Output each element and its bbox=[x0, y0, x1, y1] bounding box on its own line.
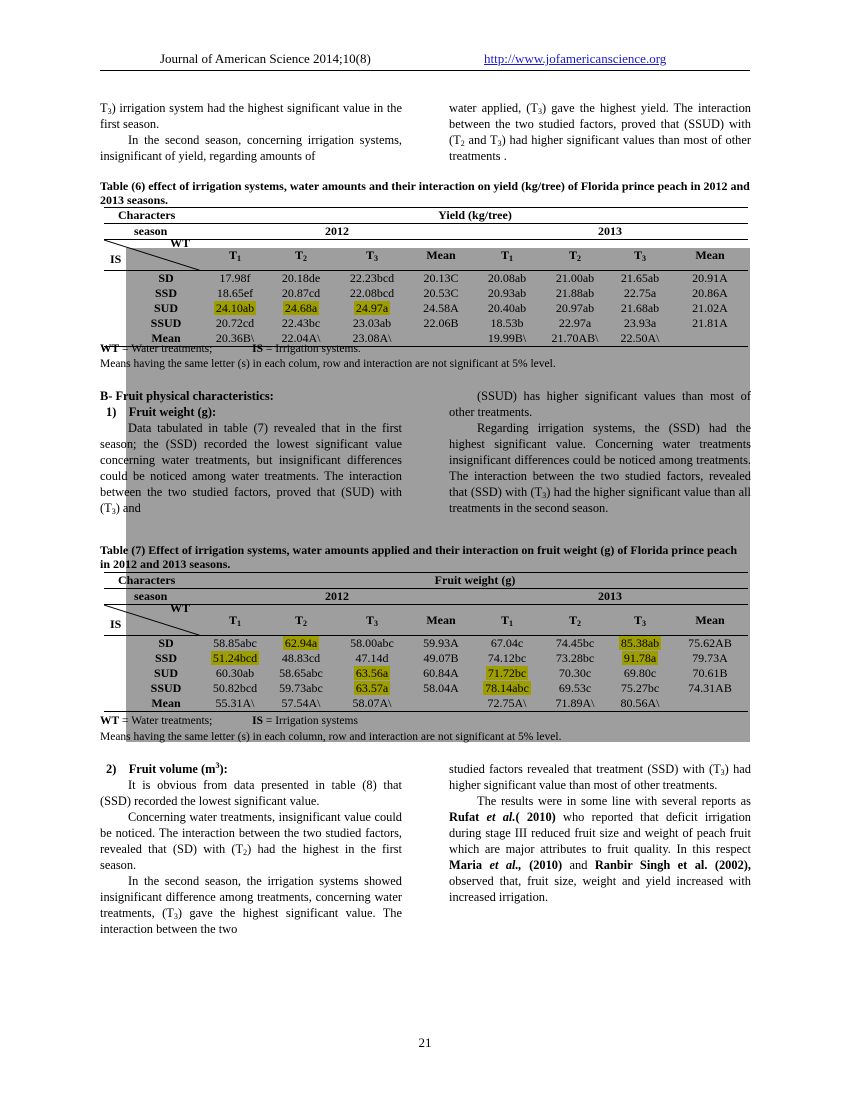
table-cell: 74.45bc bbox=[555, 636, 595, 650]
table-cell: 20.40ab bbox=[487, 301, 527, 315]
table-cell: 74.31AB bbox=[688, 681, 732, 695]
fruit-volume-subheading bbox=[100, 761, 402, 777]
bold-run: Maria bbox=[449, 858, 490, 872]
table-cell: 70.30c bbox=[558, 666, 592, 680]
subscript: 3 bbox=[173, 912, 178, 921]
table-cell: 20.18de bbox=[281, 271, 321, 285]
subscript: 3 bbox=[374, 618, 378, 628]
table-cell: 19.99B\ bbox=[472, 331, 542, 347]
is-abbr: IS bbox=[252, 343, 263, 355]
wt-definition: = Water treatments; bbox=[119, 343, 213, 355]
table-cell: 58.85abc bbox=[213, 636, 257, 650]
column-header: Mean bbox=[672, 240, 748, 271]
row-label: SUD bbox=[153, 301, 178, 315]
table-cell: 49.07B bbox=[423, 651, 459, 665]
row-label: SSUD bbox=[150, 316, 182, 330]
column-header: Mean bbox=[410, 605, 472, 636]
table-cell: 22.75a bbox=[623, 286, 657, 300]
table-cell: 69.53c bbox=[558, 681, 592, 695]
table-cell: 60.84A bbox=[423, 666, 459, 680]
header-rule bbox=[100, 70, 750, 71]
highlighted-value: 71.72bc bbox=[487, 666, 527, 680]
column-header: $T_3$ bbox=[608, 605, 672, 636]
season-label: season bbox=[104, 224, 202, 240]
bold-run: Ranbir Singh et al. (2002), bbox=[594, 858, 751, 872]
highlighted-value: 24.10ab bbox=[215, 301, 255, 315]
table-cell: 22.06B bbox=[423, 316, 459, 330]
table-cell: 22.23bcd bbox=[349, 271, 395, 285]
table-cell: 58.65abc bbox=[279, 666, 323, 680]
column-header: Mean bbox=[410, 240, 472, 271]
table-cell: 20.86A bbox=[692, 286, 728, 300]
table-cell: 22.04A\ bbox=[268, 331, 334, 347]
table-cell: 20.13C bbox=[423, 271, 459, 285]
table7-caption: Table (7) Effect of irrigation systems, water amounts applied and their interaction on fruit weight (g) of Florida prince peach in 2012 and 2013 seasons. bbox=[100, 543, 738, 571]
subscript: 3 bbox=[720, 768, 725, 777]
wt-definition: = Water treatments; bbox=[119, 715, 213, 727]
table-cell: 57.54A\ bbox=[268, 696, 334, 712]
table-row bbox=[104, 636, 748, 652]
table-cell: 20.97ab bbox=[555, 301, 595, 315]
intro-left-paragraph-2: In the second season, concerning irrigation systems, insignificant of yield, regarding amounts of bbox=[100, 133, 402, 163]
highlighted-value: 51.24bcd bbox=[212, 651, 258, 665]
fruit-volume-right-paragraph-2: The results were in some line with several reports as Rufat et al.( 2010) who reported that deficit irrigation during stage III reduced fruit size and weight of peach fruit which are major attributes to fruit quality. In this respect Maria et al., (2010) and Ranbir Singh et al. (2002), observed that, fruit size, weight and yield increased with increased irrigation. bbox=[449, 794, 751, 904]
table7-note-1 bbox=[100, 714, 750, 729]
fruit-weight-right-paragraph-2: Regarding irrigation systems, the (SSD) had the highest significant value. Concerning water treatments insignificant differences could be noticed among treatments. The interaction between the two studied factors, revealed that (SSD) with $(T_3)$ had the higher significant value than all treatments in the second season. bbox=[449, 421, 751, 515]
table-cell bbox=[608, 636, 672, 652]
row-label: Mean bbox=[104, 696, 202, 712]
column-header: Mean bbox=[672, 605, 748, 636]
subscript: 1 bbox=[509, 618, 513, 628]
table-cell bbox=[334, 301, 410, 316]
measure-label: Fruit weight (g) bbox=[202, 573, 748, 589]
row-label: Mean bbox=[104, 331, 202, 347]
characters-label: Characters bbox=[104, 573, 202, 589]
table7 bbox=[104, 572, 748, 712]
table-cell: 21.70AB\ bbox=[542, 331, 608, 347]
fruit-volume-left-paragraph-1: It is obvious from data presented in table (8) that (SSD) recorded the lowest significant value. bbox=[100, 778, 402, 808]
column-header-row bbox=[104, 605, 748, 636]
table6-note-2: Means having the same letter (s) in each colum, row and interaction are not significant at 5% level. bbox=[100, 358, 556, 370]
fruit-volume-right-paragraph-1: studied factors revealed that treatment (SSD) with $(T_3)$ had higher significant value than most of other treatments. bbox=[449, 762, 751, 792]
row-label: SSUD bbox=[150, 681, 182, 695]
subscript: 3 bbox=[642, 253, 646, 263]
highlighted-value: 78.14abc bbox=[485, 681, 529, 695]
table-row bbox=[104, 316, 748, 331]
highlighted-value: 85.38ab bbox=[620, 636, 660, 650]
subscript: 3 bbox=[538, 107, 542, 116]
highlighted-value: 91.78a bbox=[623, 651, 657, 665]
table-cell: 22.08bcd bbox=[349, 286, 395, 300]
subscript: 1 bbox=[509, 253, 513, 263]
column-header: $T_1$ bbox=[202, 240, 268, 271]
intro-right-column bbox=[449, 100, 751, 164]
highlighted-value: 63.56a bbox=[355, 666, 389, 680]
table-cell: 58.04A bbox=[423, 681, 459, 695]
section-b-left-column bbox=[100, 388, 402, 516]
wt-is-corner bbox=[104, 601, 202, 636]
table-row bbox=[104, 651, 748, 666]
subscript: 2 bbox=[577, 618, 581, 628]
table-row bbox=[104, 696, 748, 712]
wt-abbr: WT bbox=[100, 715, 120, 727]
highlighted-value: 63.57a bbox=[355, 681, 389, 695]
table-cell: 17.98f bbox=[219, 271, 251, 285]
subscript: 3 bbox=[542, 491, 547, 500]
table-cell bbox=[672, 696, 748, 712]
highlighted-value: 62.94a bbox=[284, 636, 318, 650]
column-header: $T_1$ bbox=[202, 605, 268, 636]
subscript: 3 bbox=[374, 253, 378, 263]
row-label: SUD bbox=[153, 666, 178, 680]
fruit-volume-left-paragraph-3: In the second season, the irrigation systems showed insignificant difference among treatments, concerning water treatments, $(T_3)$ gave the highest significant value. The interaction between the two bbox=[100, 874, 402, 936]
table-cell: 23.08A\ bbox=[334, 331, 410, 347]
table6-caption: Table (6) effect of irrigation systems, water amounts and their interaction on yield (kg/tree) of Florida prince peach in 2012 and 2013 seasons. bbox=[100, 179, 750, 207]
table-cell: 18.65ef bbox=[216, 286, 254, 300]
table-row bbox=[104, 681, 748, 696]
subscript: 3 bbox=[111, 507, 116, 516]
table-cell: 74.12bc bbox=[487, 651, 527, 665]
year-2013: 2013 bbox=[472, 224, 748, 240]
table-cell: 80.56A\ bbox=[608, 696, 672, 712]
table-cell: 21.81A bbox=[692, 316, 728, 330]
subscript: 2 bbox=[460, 139, 465, 148]
table-cell: 20.93ab bbox=[487, 286, 527, 300]
table-cell: 20.53C bbox=[423, 286, 459, 300]
table-cell: 20.72cd bbox=[215, 316, 255, 330]
column-header: $T_1$ bbox=[472, 240, 542, 271]
table-cell: 22.97a bbox=[558, 316, 592, 330]
section-b-right-column bbox=[449, 388, 751, 516]
table-cell: 75.62AB bbox=[688, 636, 732, 650]
highlighted-value: 24.68a bbox=[284, 301, 318, 315]
subscript: 3 bbox=[642, 618, 646, 628]
section-2-right-column bbox=[449, 761, 751, 905]
table-cell: 79.73A bbox=[692, 651, 728, 665]
subheading-number: 2) bbox=[106, 762, 117, 776]
table-cell bbox=[410, 696, 472, 712]
table-cell: 21.65ab bbox=[620, 271, 660, 285]
is-definition: = Irrigation systems. bbox=[262, 343, 361, 355]
table-cell bbox=[268, 636, 334, 652]
section-2-left-column bbox=[100, 761, 402, 937]
table-cell: 22.50A\ bbox=[608, 331, 672, 347]
table-cell: 18.53b bbox=[490, 316, 524, 330]
table-cell: 48.83cd bbox=[281, 651, 321, 665]
table-cell: 75.27bc bbox=[620, 681, 660, 695]
bold-italic-run: et al., bbox=[489, 858, 522, 872]
highlighted-value: 24.97a bbox=[355, 301, 389, 315]
subscript: 1 bbox=[237, 253, 241, 263]
table-cell: 23.93a bbox=[623, 316, 657, 330]
table-cell: 58.00abc bbox=[350, 636, 394, 650]
subscript: 1 bbox=[237, 618, 241, 628]
subscript: 2 bbox=[243, 848, 248, 857]
column-header-row bbox=[104, 240, 748, 271]
row-label: SD bbox=[158, 271, 174, 285]
table-cell: 21.68ab bbox=[620, 301, 660, 315]
column-header: $T_2$ bbox=[542, 240, 608, 271]
table-cell bbox=[334, 681, 410, 696]
bold-italic-run: et al. bbox=[486, 810, 516, 824]
table-cell bbox=[608, 651, 672, 666]
is-label: IS bbox=[110, 617, 122, 631]
subheading-title: Fruit weight (g): bbox=[128, 405, 217, 419]
table-row bbox=[104, 271, 748, 287]
table-row bbox=[104, 301, 748, 316]
column-header: $T_2$ bbox=[542, 605, 608, 636]
table-cell: 21.02A bbox=[692, 301, 728, 315]
bold-run: ( 2010) bbox=[515, 810, 556, 824]
table-cell: 21.88ab bbox=[555, 286, 595, 300]
table-cell: 55.31A\ bbox=[202, 696, 268, 712]
is-abbr: IS bbox=[252, 715, 263, 727]
fruit-weight-subheading bbox=[100, 404, 402, 420]
table-cell bbox=[202, 301, 268, 316]
column-header: $T_2$ bbox=[268, 240, 334, 271]
column-header: $T_2$ bbox=[268, 605, 334, 636]
table-cell: 50.82bcd bbox=[212, 681, 258, 695]
year-2013: 2013 bbox=[472, 589, 748, 605]
page-number: 21 bbox=[418, 1035, 432, 1050]
subscript: 2 bbox=[303, 618, 307, 628]
row-label: SD bbox=[158, 636, 174, 650]
season-label: season bbox=[104, 589, 202, 605]
fruit-weight-left-paragraph: Data tabulated in table (7) revealed that in the first season; the (SSD) recorded the lowest significant value concerning water treatments, but insignificant differences could be noticed among water treatments. The interaction between the two studied factors, proved that (SUD) with $(T_3)$ and bbox=[100, 421, 402, 516]
table-cell: 20.08ab bbox=[487, 271, 527, 285]
table7-note-2: Means having the same letter (s) in each column, row and interaction are not significant at 5% level. bbox=[100, 731, 562, 743]
table-cell: 20.87cd bbox=[281, 286, 321, 300]
page-header bbox=[0, 51, 850, 69]
column-header: $T_3$ bbox=[334, 605, 410, 636]
table-cell: 20.91A bbox=[692, 271, 728, 285]
journal-title: Journal of American Science 2014;10(8) bbox=[160, 51, 371, 66]
subscript: 2 bbox=[303, 253, 307, 263]
wt-abbr: WT bbox=[100, 343, 120, 355]
year-2012: 2012 bbox=[202, 224, 472, 240]
table-cell bbox=[472, 666, 542, 681]
bold-run: (2010) bbox=[521, 858, 563, 872]
column-header: $T_3$ bbox=[608, 240, 672, 271]
wt-is-corner bbox=[104, 236, 202, 271]
table-cell: 47.14d bbox=[355, 651, 389, 665]
intro-left-column bbox=[100, 100, 402, 164]
subheading-number: 1) bbox=[106, 405, 117, 419]
table-cell: 59.93A bbox=[423, 636, 459, 650]
table-cell: 24.58A bbox=[423, 301, 459, 315]
table-cell bbox=[472, 681, 542, 696]
fruit-weight-right-paragraph-1: (SSUD) has higher significant values than most of other treatments. bbox=[449, 389, 751, 419]
table-cell: 21.00ab bbox=[555, 271, 595, 285]
intro-right-paragraph-1: water applied, $(T_3)$ gave the highest yield. The interaction between the two studied factors, proved that (SSUD) with ($T_2$ and $T_3$) had higher significant values than most of other treatments . bbox=[449, 101, 752, 163]
table-row bbox=[104, 286, 748, 301]
bold-run: Rufat bbox=[449, 810, 487, 824]
measure-label: Yield (kg/tree) bbox=[202, 208, 748, 224]
table-cell bbox=[202, 651, 268, 666]
table6-note-1 bbox=[100, 342, 750, 357]
column-header: $T_1$ bbox=[472, 605, 542, 636]
subscript: 3 bbox=[107, 107, 112, 116]
subheading-title-end: ): bbox=[219, 762, 228, 776]
subscript: 2 bbox=[577, 253, 581, 263]
table-cell: 72.75A\ bbox=[472, 696, 542, 712]
table-cell: 67.04c bbox=[490, 636, 524, 650]
table-cell: 60.30ab bbox=[215, 666, 255, 680]
table6 bbox=[104, 207, 748, 347]
table-cell: 71.89A\ bbox=[542, 696, 608, 712]
table-cell: 22.43bc bbox=[281, 316, 321, 330]
table-cell: 58.07A\ bbox=[334, 696, 410, 712]
characters-label: Characters bbox=[104, 208, 202, 224]
table-cell: 69.80c bbox=[623, 666, 657, 680]
table-cell: 73.28bc bbox=[555, 651, 595, 665]
table-cell: 59.73abc bbox=[279, 681, 323, 695]
table-row bbox=[104, 666, 748, 681]
table-cell bbox=[268, 301, 334, 316]
year-2012: 2012 bbox=[202, 589, 472, 605]
column-header: $T_3$ bbox=[334, 240, 410, 271]
row-label: SSD bbox=[154, 651, 177, 665]
subscript: 3 bbox=[497, 139, 502, 148]
intro-left-paragraph-1: $T_3$) irrigation system had the highest significant value in the first season. bbox=[100, 101, 402, 131]
table-cell: 20.36B\ bbox=[202, 331, 268, 347]
table-cell: 23.03ab bbox=[352, 316, 392, 330]
subheading-superscript: 3 bbox=[215, 761, 220, 770]
is-definition: = Irrigation systems bbox=[262, 715, 358, 727]
wt-label: WT bbox=[170, 601, 191, 615]
row-label: SSD bbox=[154, 286, 177, 300]
section-b-heading: B- Fruit physical characteristics: bbox=[100, 389, 274, 403]
table-cell bbox=[334, 666, 410, 681]
subheading-title: Fruit volume (m bbox=[128, 762, 216, 776]
journal-url-link[interactable]: http://www.jofamericanscience.org bbox=[484, 51, 667, 66]
table-cell: 70.61B bbox=[692, 666, 728, 680]
wt-label: WT bbox=[170, 236, 191, 250]
fruit-volume-left-paragraph-2: Concerning water treatments, insignificant value could be noticed. The interaction between the two studied factors, revealed that (SD) with $(T_2)$ had the highest in the first season. bbox=[100, 810, 402, 872]
is-label: IS bbox=[110, 252, 122, 266]
